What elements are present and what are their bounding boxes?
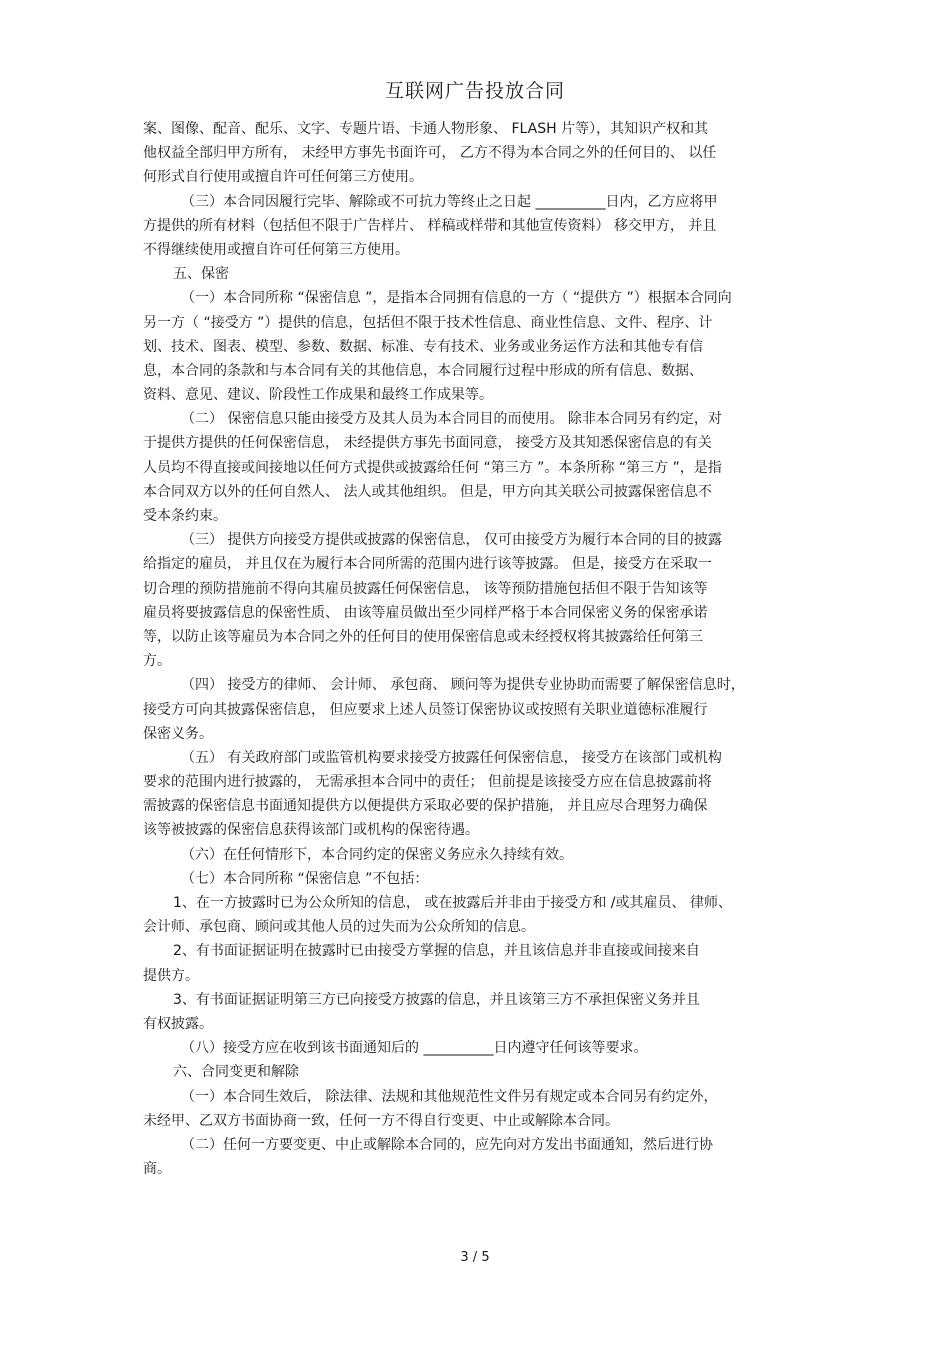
text-line: 商。: [143, 1161, 171, 1178]
text-line: 1、在一方披露时已为公众所知的信息， 或在披露后并非由于接受方和 /或其雇员、 律师、: [173, 895, 732, 911]
text-line: （一）本合同所称 “保密信息 ”，是指本合同拥有信息的一方（ “提供方 ”）根据本合同向: [181, 290, 732, 307]
text-line: （二） 保密信息只能由接受方及其人员为本合同目的而使用。 除非本合同另有约定，对: [181, 411, 722, 428]
text-line: （一）本合同生效后， 除法律、法规和其他规范性文件另有规定或本合同另有约定外，: [181, 1088, 718, 1105]
text-line: 案、图像、配音、配乐、文字、专题片语、卡通人物形象、 FLASH 片等），其知识产权和其: [143, 121, 709, 137]
section-heading: 五、保密: [173, 266, 229, 283]
text-line: 于提供方提供的任何保密信息， 未经提供方事先书面同意， 接受方及其知悉保密信息的有关: [143, 435, 712, 452]
text-line: （二）任何一方要变更、中止或解除本合同的，应先向对方发出书面通知，然后进行协: [181, 1136, 713, 1153]
text-line: （三） 提供方向接受方提供或披露的保密信息， 仅可由接受方为履行本合同的目的披露: [181, 532, 722, 549]
text-line: 要求的范围内进行披露的， 无需承担本合同中的责任； 但前提是该接受方应在信息披露前将: [143, 774, 712, 791]
text-line: （五） 有关政府部门或监管机构要求接受方披露任何保密信息， 接受方在该部门或机构: [181, 749, 722, 766]
text-line: 提供方。: [143, 967, 199, 984]
text-line: （三）本合同因履行完毕、解除或不可抗力等终止之日起 __________日内，乙方应将甲: [181, 193, 718, 210]
text-line: 受本条约束。: [143, 508, 227, 524]
text-line: 划、技术、图表、模型、参数、数据、标准、专有技术、业务或业务运作方法和其他专有信: [143, 338, 703, 355]
text-line: （七）本合同所称 “保密信息 ”不包括：: [181, 870, 429, 887]
document-body: [143, 117, 815, 1181]
text-line: 需披露的保密信息书面通知提供方以便提供方采取必要的保护措施， 并且应尽合理努力确保: [143, 798, 708, 815]
text-line: 另一方（ “接受方 ”）提供的信息，包括但不限于技术性信息、商业性信息、文件、程序、计: [143, 314, 713, 331]
text-line: 给指定的雇员， 并且仅在为履行本合同所需的范围内进行该等披露。 但是，接受方在采取一: [143, 556, 712, 573]
text-line: 不得继续使用或擅自许可任何第三方使用。: [143, 241, 409, 258]
text-line: 人员均不得直接或间接地以任何方式提供或披露给任何 “第三方 ”。本条所称 “第三方 ”，是指: [143, 459, 722, 476]
text-line: 息，本合同的条款和与本合同有关的其他信息，本合同履行过程中形成的所有信息、数据、: [143, 362, 703, 379]
text-line: 该等被披露的保密信息获得该部门或机构的保密待遇。: [143, 822, 479, 839]
text-line: 雇员将要披露信息的保密性质、 由该等雇员做出至少同样严格于本合同保密义务的保密承诺: [143, 604, 708, 621]
text-line: 会计师、承包商、顾问或其他人员的过失而为公众所知的信息。: [143, 919, 535, 936]
page-number: 3 / 5: [460, 1250, 490, 1265]
text-line: 未经甲、乙双方书面协商一致，任何一方不得自行变更、中止或解除本合同。: [143, 1112, 619, 1129]
text-line: 本合同双方以外的任何自然人、 法人或其他组织。 但是，甲方向其关联公司披露保密信息不: [143, 483, 712, 500]
text-line: 接受方可向其披露保密信息， 但应要求上述人员签订保密协议或按照有关职业道德标准履行: [143, 701, 708, 718]
text-line: 资料、意见、建议、阶段性工作成果和最终工作成果等。: [143, 387, 493, 404]
text-line: 保密义务。: [143, 725, 213, 742]
text-line: 切合理的预防措施前不得向其雇员披露任何保密信息， 该等预防措施包括但不限于告知该等: [143, 580, 708, 597]
text-line: 有权披露。: [143, 1015, 213, 1032]
text-line: （四） 接受方的律师、 会计师、 承包商、 顾问等为提供专业协助而需要了解保密信息时，: [181, 677, 745, 694]
text-line: 3、有书面证据证明第三方已向接受方披露的信息，并且该第三方不承担保密义务并且: [173, 991, 700, 1008]
text-line: （六）在任何情形下，本合同约定的保密义务应永久持续有效。: [181, 846, 573, 863]
document-title: 互联网广告投放合同: [384, 80, 565, 102]
text-line: 等，以防止该等雇员为本合同之外的任何目的使用保密信息或未经授权将其披露给任何第三: [143, 628, 703, 645]
text-line: （八）接受方应在收到该书面通知后的 __________日内遵守任何该等要求。: [181, 1040, 648, 1057]
text-line: 2、有书面证据证明在披露时已由接受方掌握的信息，并且该信息并非直接或间接来自: [173, 943, 700, 960]
text-line: 方提供的所有材料（包括但不限于广告样片、 样稿或样带和其他宣传资料） 移交甲方， 并且: [143, 217, 717, 234]
text-line: 他权益全部归甲方所有， 未经甲方事先书面许可， 乙方不得为本合同之外的任何目的、 以任: [143, 145, 717, 162]
text-line: 何形式自行使用或擅自许可任何第三方使用。: [143, 169, 423, 186]
section-heading: 六、合同变更和解除: [173, 1064, 299, 1081]
text-line: 方。: [143, 653, 171, 670]
